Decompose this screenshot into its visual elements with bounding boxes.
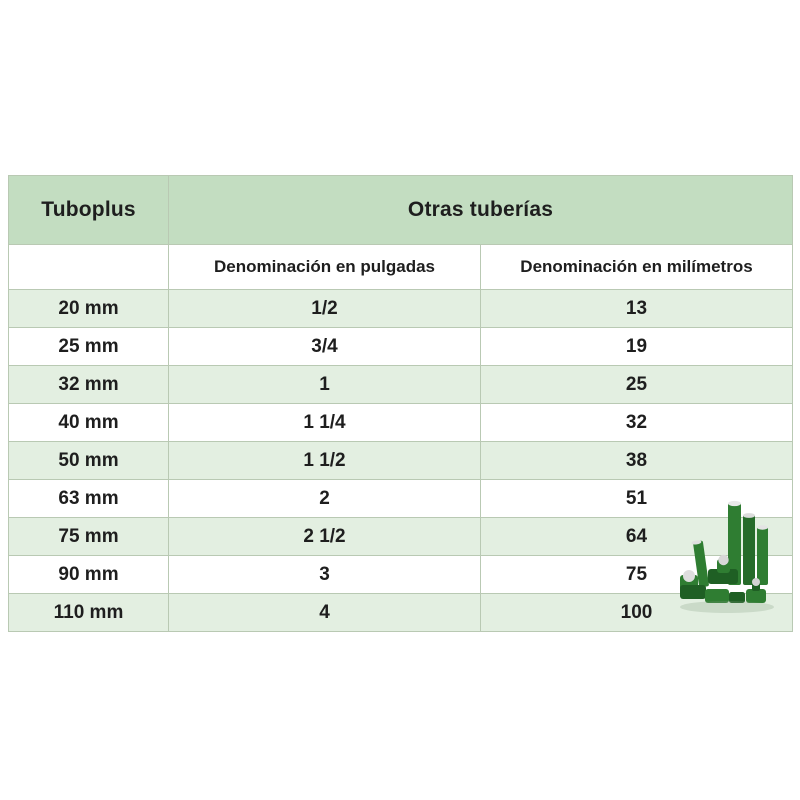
cell-milimetros: 32	[481, 404, 793, 442]
cell-milimetros: 25	[481, 366, 793, 404]
table-row	[9, 366, 793, 404]
cell-milimetros: 51	[481, 480, 793, 518]
cell-milimetros: 19	[481, 328, 793, 366]
header-otras-tuberias: Otras tuberías	[169, 176, 793, 245]
header-denominacion-milimetros: Denominación en milímetros	[481, 245, 793, 290]
pipe-equivalence-table-container	[8, 175, 792, 632]
cell-tuboplus: 32 mm	[9, 366, 169, 404]
cell-tuboplus: 20 mm	[9, 290, 169, 328]
cell-milimetros: 13	[481, 290, 793, 328]
cell-tuboplus: 110 mm	[9, 594, 169, 632]
header-blank-cell	[9, 245, 169, 290]
header-tuboplus: Tuboplus	[9, 176, 169, 245]
header-denominacion-pulgadas: Denominación en pulgadas	[169, 245, 481, 290]
table-row	[9, 594, 793, 632]
cell-pulgadas: 1	[169, 366, 481, 404]
pipe-equivalence-table	[8, 175, 793, 632]
cell-pulgadas: 1/2	[169, 290, 481, 328]
cell-tuboplus: 50 mm	[9, 442, 169, 480]
cell-milimetros: 38	[481, 442, 793, 480]
table-row	[9, 518, 793, 556]
table-row	[9, 404, 793, 442]
cell-pulgadas: 1 1/4	[169, 404, 481, 442]
table-row	[9, 328, 793, 366]
cell-pulgadas: 4	[169, 594, 481, 632]
table-row	[9, 480, 793, 518]
table-header-row-main	[9, 176, 793, 245]
table-header-row-sub	[9, 245, 793, 290]
cell-pulgadas: 3	[169, 556, 481, 594]
table-body	[9, 290, 793, 632]
cell-milimetros: 75	[481, 556, 793, 594]
cell-tuboplus: 63 mm	[9, 480, 169, 518]
cell-tuboplus: 25 mm	[9, 328, 169, 366]
table-row	[9, 290, 793, 328]
table-row	[9, 556, 793, 594]
cell-milimetros: 64	[481, 518, 793, 556]
cell-milimetros: 100	[481, 594, 793, 632]
cell-tuboplus: 90 mm	[9, 556, 169, 594]
cell-tuboplus: 40 mm	[9, 404, 169, 442]
cell-pulgadas: 2	[169, 480, 481, 518]
cell-pulgadas: 3/4	[169, 328, 481, 366]
table-row	[9, 442, 793, 480]
cell-pulgadas: 1 1/2	[169, 442, 481, 480]
cell-pulgadas: 2 1/2	[169, 518, 481, 556]
cell-tuboplus: 75 mm	[9, 518, 169, 556]
